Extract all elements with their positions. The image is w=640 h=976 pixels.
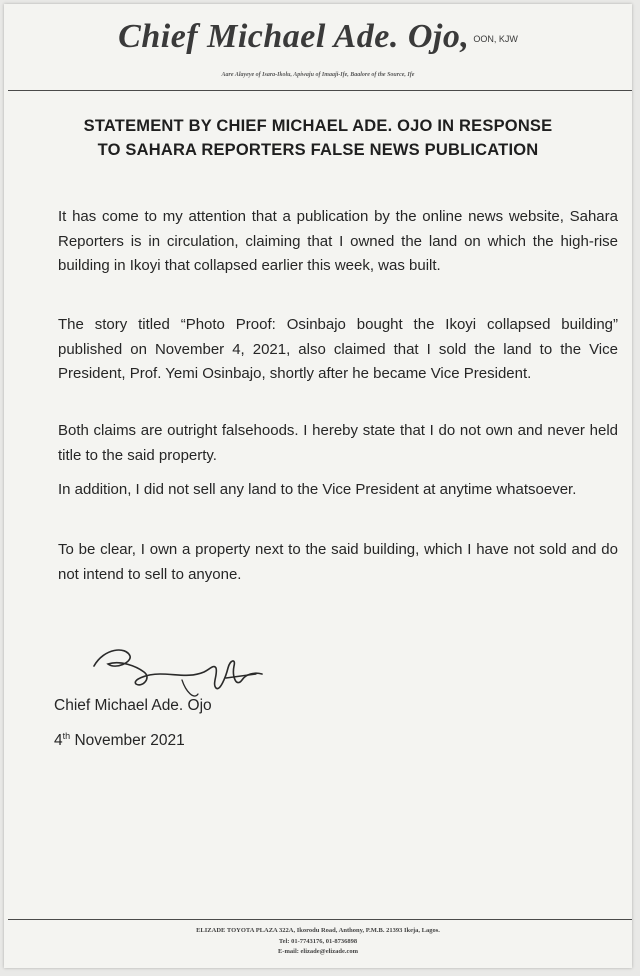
signatory-name: Chief Michael Ade. Ojo	[54, 697, 212, 714]
letterhead-name-text: Chief Michael Ade. Ojo,	[118, 18, 470, 55]
letterhead-name	[4, 18, 632, 56]
headline-line-2: TO SAHARA REPORTERS FALSE NEWS PUBLICATION	[97, 141, 539, 159]
paragraph-5: To be clear, I own a property next to the said building, which I have not sold and do not intend to sell to anyone.	[58, 541, 618, 583]
letterhead-divider	[8, 90, 632, 91]
letter-page	[4, 4, 632, 968]
footer-address: ELIZADE TOYOTA PLAZA 322A, Ikorodu Road, Anthony, P.M.B. 21393 Ikeja, Lagos.	[196, 927, 440, 934]
footer-tel: Tel: 01-7743176, 01-8736898	[278, 937, 358, 945]
headline-line-1: STATEMENT BY CHIEF MICHAEL ADE. OJO IN RESPONSE	[83, 117, 553, 135]
handwritten-signature	[86, 644, 286, 704]
paragraph-4: In addition, I did not sell any land to the Vice President at anytime whatsoever.	[58, 481, 577, 498]
paragraph-3: Both claims are outright falsehoods. I hereby state that I do not own and never held title to the said property.	[58, 422, 618, 464]
letter-footer	[4, 926, 632, 958]
letterhead-titles: Aare Alayeye of Isara-Ikolu, Apiwaju of Imaaji-Ife, Baalore of the Source, Ife	[221, 72, 415, 78]
date-day: 4	[54, 732, 63, 749]
letterhead-honours: OON, KJW	[473, 34, 518, 45]
signature-date	[54, 731, 185, 750]
statement-headline	[44, 114, 592, 162]
footer-divider	[8, 919, 632, 920]
date-month-year: November 2021	[70, 732, 185, 749]
date-ordinal: th	[62, 731, 71, 741]
paragraph-1: It has come to my attention that a publication by the online news website, Sahara Reporters is in circulation, claiming that I owned the land on which the high-rise building in Ikoyi that collapsed earlier this week, was built.	[58, 208, 618, 274]
paragraph-2: The story titled “Photo Proof: Osinbajo bought the Ikoyi collapsed building” published on November 4, 2021, also claimed that I sold the land to the Vice President, Prof. Yemi Osinbajo, shortly after he became Vice President.	[58, 316, 618, 382]
footer-email: E-mail: elizade@elizade.com	[277, 948, 359, 955]
